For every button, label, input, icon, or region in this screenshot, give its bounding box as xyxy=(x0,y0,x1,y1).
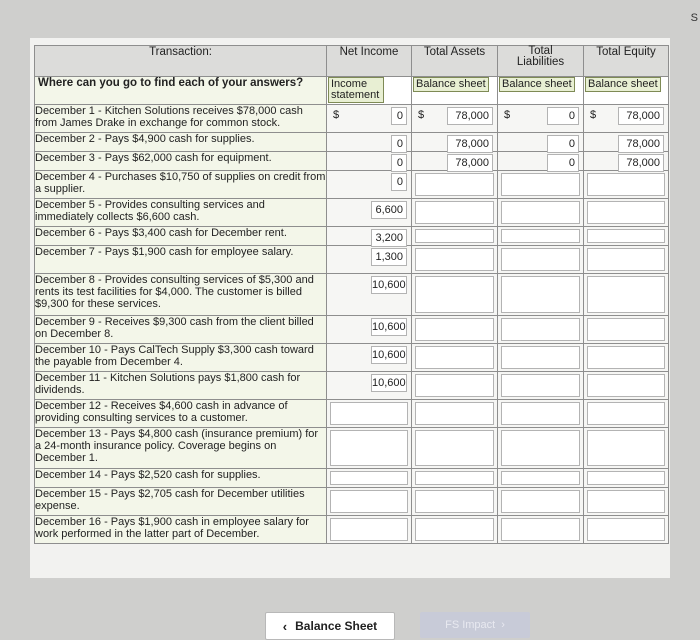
transaction-description: December 12 - Receives $4,600 cash in advance of providing consulting services to a customer. xyxy=(35,400,327,428)
total-equity-cell xyxy=(584,469,669,488)
currency-symbol: $ xyxy=(418,109,425,121)
net-income-cell xyxy=(327,227,412,246)
total-liabilities-input[interactable] xyxy=(501,229,580,243)
total-equity-cell xyxy=(584,246,669,274)
transaction-description: December 11 - Kitchen Solutions pays $1,800 cash for dividends. xyxy=(35,372,327,400)
total-assets-cell xyxy=(412,488,498,516)
table-row xyxy=(35,274,669,316)
net-income-input[interactable]: 6,600 xyxy=(371,201,407,219)
total-equity-cell xyxy=(584,227,669,246)
net-income-cell xyxy=(327,274,412,316)
total-equity-cell xyxy=(584,372,669,400)
net-income-cell xyxy=(327,428,412,469)
total-equity-input[interactable] xyxy=(587,402,665,425)
net-income-input[interactable]: 10,600 xyxy=(371,318,407,336)
net-income-input[interactable]: 1,300 xyxy=(371,248,407,266)
total-equity-cell xyxy=(584,199,669,227)
total-assets-cell xyxy=(412,133,498,152)
table-row xyxy=(35,428,669,469)
chevron-left-icon: ‹ xyxy=(282,618,288,634)
total-liabilities-cell xyxy=(498,171,584,199)
transaction-description: December 9 - Receives $9,300 cash from the client billed on December 8. xyxy=(35,316,327,344)
transaction-description: December 5 - Provides consulting services and immediately collects $6,600 cash. xyxy=(35,199,327,227)
net-income-input[interactable] xyxy=(330,490,408,513)
total-equity-cell xyxy=(584,428,669,469)
total-assets-cell xyxy=(412,372,498,400)
chevron-right-icon: › xyxy=(501,619,505,631)
currency-symbol: $ xyxy=(504,109,511,121)
total-liabilities-input[interactable] xyxy=(501,471,580,485)
header-transaction: Transaction: xyxy=(35,46,327,77)
header-total-equity: Total Equity xyxy=(584,46,669,77)
total-liabilities-cell xyxy=(498,372,584,400)
total-liabilities-cell xyxy=(498,274,584,316)
total-assets-input[interactable] xyxy=(415,374,494,397)
total-equity-input[interactable] xyxy=(587,518,665,541)
total-equity-input[interactable]: 78,000 xyxy=(618,107,664,125)
source-question: Where can you go to find each of your answers? xyxy=(35,77,327,105)
net-income-input[interactable] xyxy=(330,402,408,425)
total-assets-cell xyxy=(412,469,498,488)
currency-symbol: $ xyxy=(333,109,340,121)
table-row xyxy=(35,344,669,372)
net-income-cell xyxy=(327,105,412,133)
total-liabilities-cell xyxy=(498,133,584,152)
total-equity-input[interactable] xyxy=(587,201,665,224)
transaction-description: December 6 - Pays $3,400 cash for December rent. xyxy=(35,227,327,246)
net-income-input[interactable] xyxy=(330,430,408,466)
total-assets-input[interactable] xyxy=(415,318,494,341)
total-equity-input[interactable] xyxy=(587,276,665,313)
total-equity-cell xyxy=(584,105,669,133)
total-assets-input[interactable] xyxy=(415,229,494,243)
total-assets-cell xyxy=(412,171,498,199)
net-income-input[interactable]: 0 xyxy=(391,107,407,125)
total-liabilities-input[interactable] xyxy=(501,490,580,513)
total-assets-input[interactable] xyxy=(415,518,494,541)
net-income-cell xyxy=(327,152,412,171)
total-liabilities-cell xyxy=(498,199,584,227)
total-assets-input[interactable]: 78,000 xyxy=(447,135,493,153)
total-assets-input[interactable] xyxy=(415,346,494,369)
net-income-input[interactable]: 10,600 xyxy=(371,276,407,294)
transaction-description: December 3 - Pays $62,000 cash for equipment. xyxy=(35,152,327,171)
net-income-cell xyxy=(327,469,412,488)
total-assets-input[interactable]: 78,000 xyxy=(447,154,493,172)
total-liabilities-input[interactable] xyxy=(501,276,580,313)
total-assets-cell xyxy=(412,516,498,544)
transaction-description: December 1 - Kitchen Solutions receives $78,000 cash from James Drake in exchange for common stock. xyxy=(35,105,327,133)
total-liabilities-cell xyxy=(498,227,584,246)
total-assets-cell xyxy=(412,400,498,428)
edge-text: S xyxy=(690,12,698,24)
total-liabilities-cell xyxy=(498,344,584,372)
transaction-description: December 7 - Pays $1,900 cash for employee salary. xyxy=(35,246,327,274)
total-equity-input[interactable] xyxy=(587,430,665,466)
table-row xyxy=(35,516,669,544)
net-income-input[interactable]: 0 xyxy=(391,154,407,172)
total-assets-input[interactable]: 78,000 xyxy=(447,107,493,125)
total-equity-cell xyxy=(584,344,669,372)
net-income-cell xyxy=(327,400,412,428)
total-assets-cell xyxy=(412,152,498,171)
total-assets-input[interactable] xyxy=(415,248,494,271)
total-liabilities-cell xyxy=(498,469,584,488)
net-income-cell xyxy=(327,488,412,516)
table-row xyxy=(35,488,669,516)
total-equity-cell xyxy=(584,488,669,516)
total-liabilities-cell xyxy=(498,105,584,133)
net-income-input[interactable]: 0 xyxy=(391,173,407,191)
next-button[interactable] xyxy=(420,612,530,638)
total-liabilities-cell xyxy=(498,488,584,516)
source-total-equity-cell[interactable] xyxy=(584,77,669,105)
transaction-description: December 16 - Pays $1,900 cash in employee salary for work performed in the latter part of December. xyxy=(35,516,327,544)
net-income-cell xyxy=(327,171,412,199)
header-net-income: Net Income xyxy=(327,46,412,77)
total-liabilities-input[interactable] xyxy=(501,248,580,271)
total-equity-input[interactable] xyxy=(587,471,665,485)
net-income-cell xyxy=(327,199,412,227)
total-liabilities-input[interactable] xyxy=(501,374,580,397)
table-row xyxy=(35,105,669,133)
total-assets-cell xyxy=(412,428,498,469)
total-equity-cell xyxy=(584,274,669,316)
net-income-cell xyxy=(327,316,412,344)
table-row xyxy=(35,133,669,152)
total-equity-input[interactable] xyxy=(587,346,665,369)
table-row xyxy=(35,400,669,428)
table-row xyxy=(35,372,669,400)
source-total-equity-select[interactable]: Balance sheet xyxy=(585,77,661,92)
total-equity-cell xyxy=(584,171,669,199)
total-assets-cell xyxy=(412,316,498,344)
total-equity-input[interactable] xyxy=(587,229,665,243)
transaction-description: December 4 - Purchases $10,750 of supplies on credit from a supplier. xyxy=(35,171,327,199)
transaction-description: December 15 - Pays $2,705 cash for December utilities expense. xyxy=(35,488,327,516)
source-total-liabilities-cell[interactable] xyxy=(498,77,584,105)
next-button-label: FS Impact xyxy=(445,619,496,631)
net-income-cell xyxy=(327,516,412,544)
net-income-input[interactable]: 3,200 xyxy=(371,229,407,247)
total-assets-cell xyxy=(412,199,498,227)
total-liabilities-input[interactable] xyxy=(501,201,580,224)
source-total-assets-select[interactable]: Balance sheet xyxy=(413,77,489,92)
total-liabilities-cell xyxy=(498,516,584,544)
total-liabilities-input[interactable] xyxy=(501,173,580,196)
total-equity-input[interactable] xyxy=(587,318,665,341)
transaction-analysis-table xyxy=(34,45,669,544)
total-liabilities-cell xyxy=(498,428,584,469)
table-row xyxy=(35,469,669,488)
transaction-description: December 14 - Pays $2,520 cash for supplies. xyxy=(35,469,327,488)
total-assets-input[interactable] xyxy=(415,201,494,224)
net-income-cell xyxy=(327,344,412,372)
total-liabilities-cell xyxy=(498,316,584,344)
total-assets-cell xyxy=(412,227,498,246)
table-row xyxy=(35,246,669,274)
total-assets-cell xyxy=(412,344,498,372)
net-income-input[interactable] xyxy=(330,518,408,541)
table-row xyxy=(35,199,669,227)
total-equity-cell xyxy=(584,133,669,152)
total-liabilities-input[interactable] xyxy=(501,518,580,541)
total-equity-cell xyxy=(584,316,669,344)
total-liabilities-input[interactable] xyxy=(501,402,580,425)
transaction-description: December 8 - Provides consulting services of $5,300 and rents its test facilities for $4,000. The customer is billed $9,300 for these services. xyxy=(35,274,327,316)
total-liabilities-input[interactable] xyxy=(501,430,580,466)
table-row xyxy=(35,171,669,199)
total-assets-cell xyxy=(412,274,498,316)
transaction-description: December 13 - Pays $4,800 cash (insurance premium) for a 24-month insurance policy. Coverage begins on December 1. xyxy=(35,428,327,469)
total-assets-input[interactable] xyxy=(415,490,494,513)
table-row xyxy=(35,152,669,171)
total-equity-input[interactable]: 78,000 xyxy=(618,135,664,153)
back-button-label: Balance Sheet xyxy=(295,619,378,633)
total-equity-cell xyxy=(584,516,669,544)
source-total-assets-cell[interactable] xyxy=(412,77,498,105)
total-assets-input[interactable] xyxy=(415,402,494,425)
total-liabilities-input[interactable]: 0 xyxy=(547,107,579,125)
transaction-description: December 10 - Pays CalTech Supply $3,300 cash toward the payable from December 4. xyxy=(35,344,327,372)
total-liabilities-cell xyxy=(498,400,584,428)
total-equity-input[interactable] xyxy=(587,248,665,271)
source-total-liabilities-select[interactable]: Balance sheet xyxy=(499,77,575,92)
total-equity-input[interactable] xyxy=(587,173,665,196)
header-total-liabilities: Total Liabilities xyxy=(498,46,584,77)
total-liabilities-input[interactable]: 0 xyxy=(547,135,579,153)
net-income-cell xyxy=(327,372,412,400)
net-income-input[interactable]: 10,600 xyxy=(371,374,407,392)
total-equity-cell xyxy=(584,400,669,428)
total-liabilities-input[interactable]: 0 xyxy=(547,154,579,172)
back-button[interactable] xyxy=(265,612,395,640)
table-row xyxy=(35,316,669,344)
total-liabilities-input[interactable] xyxy=(501,318,580,341)
total-assets-input[interactable] xyxy=(415,173,494,196)
net-income-cell xyxy=(327,246,412,274)
header-total-assets: Total Assets xyxy=(412,46,498,77)
currency-symbol: $ xyxy=(590,109,597,121)
total-equity-input[interactable] xyxy=(587,374,665,397)
net-income-input[interactable]: 0 xyxy=(391,135,407,153)
total-equity-cell xyxy=(584,152,669,171)
table-row xyxy=(35,227,669,246)
total-equity-input[interactable] xyxy=(587,490,665,513)
total-assets-cell xyxy=(412,246,498,274)
source-net-income-cell[interactable] xyxy=(327,77,412,105)
total-equity-input[interactable]: 78,000 xyxy=(618,154,664,172)
source-net-income-select[interactable]: Income statement xyxy=(328,77,384,103)
total-liabilities-input[interactable] xyxy=(501,346,580,369)
total-assets-cell xyxy=(412,105,498,133)
net-income-cell xyxy=(327,133,412,152)
total-assets-input[interactable] xyxy=(415,430,494,466)
total-liabilities-cell xyxy=(498,152,584,171)
transaction-description: December 2 - Pays $4,900 cash for supplies. xyxy=(35,133,327,152)
net-income-input[interactable]: 10,600 xyxy=(371,346,407,364)
total-assets-input[interactable] xyxy=(415,276,494,313)
net-income-input[interactable] xyxy=(330,471,408,485)
total-assets-input[interactable] xyxy=(415,471,494,485)
total-liabilities-cell xyxy=(498,246,584,274)
